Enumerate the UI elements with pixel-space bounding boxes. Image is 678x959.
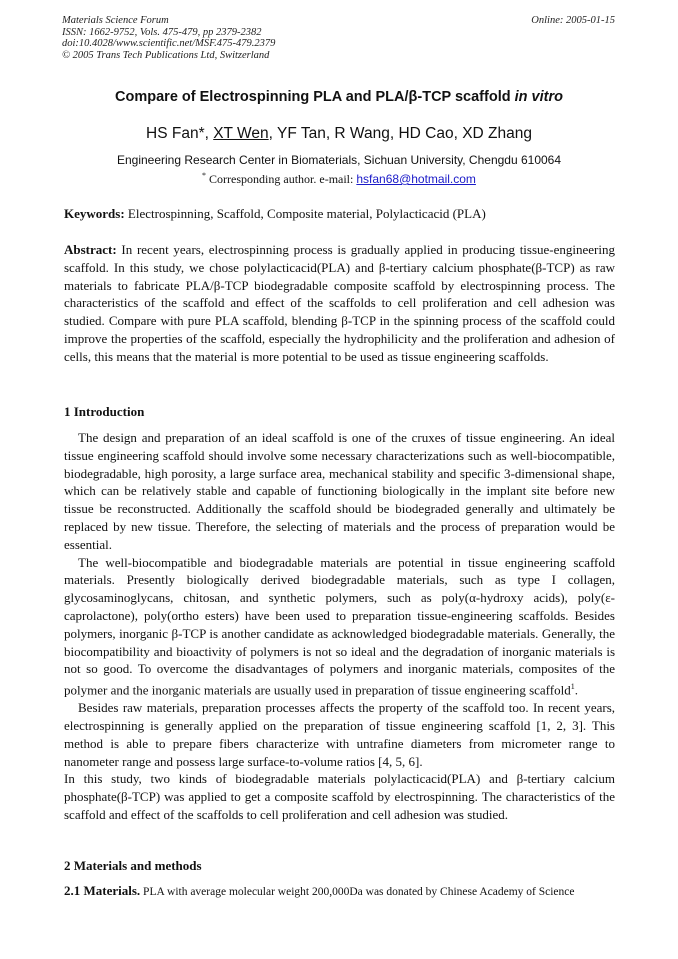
journal-name: Materials Science Forum — [62, 15, 169, 26]
abstract-label: Abstract: — [64, 242, 117, 257]
materials-subsection — [64, 882, 615, 902]
copyright-line: © 2005 Trans Tech Publications Ltd, Switzerland — [62, 49, 270, 61]
section-heading-introduction: 1 Introduction — [64, 404, 145, 419]
publication-info — [62, 15, 275, 61]
author-2-underlined: XT Wen — [213, 125, 269, 142]
intro-paragraph-2-end: . — [574, 682, 578, 698]
title-italic: in vitro — [514, 89, 563, 105]
abstract-text: In recent years, electrospinning process is gradually applied in producing tissue-engineering scaffold. In this study, we chose polylacticacid(PLA) and β-tertiary calcium phosphate(β-TCP) as raw materials to fabricate PLA/β-TCP biodegradable composite scaffold by electrospinning process. The characteristics of the scaffold and effect of the scaffolds to cell proliferation and cell adhesion was studied. Compare with pure PLA scaffold, blending β-TCP in the spinning process of the scaffold could improve the properties of the scaffold, especially the hydrophilicity and the proliferation and adhesion of cells, this means that the material is more potential to be used as tissue engineering scaffolds. — [64, 242, 615, 364]
title-main: Compare of Electrospinning PLA and PLA/β-TCP scaffold — [115, 89, 515, 105]
email-link[interactable]: hsfan68@hotmail.com — [356, 172, 476, 186]
intro-paragraph-2 — [64, 554, 615, 700]
doi-line: doi:10.4028/www.scientific.net/MSF.475-479.2379 — [62, 38, 276, 49]
intro-paragraph-4: In this study, two kinds of biodegradable materials polylacticacid(PLA) and β-tertiary calcium phosphate(β-TCP) was applied to get a composite scaffold by electrospinning. The characteristics of the scaffold and effect of the scaffolds to cell proliferation and cell adhesion was studied. — [64, 771, 615, 823]
materials-sub-label: 2.1 Materials. — [64, 883, 141, 898]
author-rest: , YF Tan, R Wang, HD Cao, XD Zhang — [268, 125, 532, 142]
keywords-text: Electrospinning, Scaffold, Composite material, Polylacticacid (PLA) — [124, 206, 486, 221]
introduction-body — [64, 429, 615, 824]
affiliation: Engineering Research Center in Biomaterials, Sichuan University, Chengdu 610064 — [116, 153, 562, 167]
author-1: HS Fan*, — [146, 125, 214, 142]
keywords-label: Keywords: — [64, 206, 125, 221]
abstract-block — [64, 241, 615, 366]
corresponding-text: Corresponding author. e-mail: — [206, 172, 357, 186]
paper-title — [0, 89, 678, 105]
section-heading-materials-methods: 2 Materials and methods — [64, 858, 202, 873]
intro-paragraph-2-text: The well-biocompatible and biodegradable materials are potential in tissue engineering scaffold materials. Presently biologically derived biodegradable materials, such as type I collagen, glycosaminoglycans, chitosan, and synthetic polymers, such as poly(α-hydroxy acids), poly(ε-caprolactone), poly(ortho esters) have been used to preparation tissue-engineering scaffolds. Besides polymers, inorganic β-TCP is another candidate as acknowledged biodegradable materials. Generally, the biocompatibility and bioactivity of polymers is not so ideal and the degradation of inorganic materials is not so good. To overcome the disadvantages of polymers and inorganic materials, composites of the polymer and the inorganic materials are usually used in preparation of tissue engineering scaffold — [64, 554, 615, 698]
intro-paragraph-3: Besides raw materials, preparation processes affects the property of the scaffold too. In recent years, electrospinning is generally applied on the preparation of tissue engineering scaffold [1, 2, 3]. This method is able to prepare fibers characterize with untrafine diameters from micrometer range to nanometer range and possess large surface-to-volume ratios [4, 5, 6]. — [64, 700, 615, 769]
keywords-block — [64, 205, 615, 223]
intro-paragraph-1: The design and preparation of an ideal scaffold is one of the cruxes of tissue engineering. An ideal tissue engineering scaffold should involve some necessary characterizations such as well-biocompatible, biodegradable, high porosity, a large surface area, mechanical stability and specific 3-dimensional shape, which can be relatively stable and capable of functioning biologically in the implant site before new tissue be reconstructed. Additionally the scaffold should be biodegraded generally and ultimately be replaced by new tissue. Therefore, the selecting of materials and the process of preparation would be essential. — [64, 430, 615, 552]
issn-line: ISSN: 1662-9752, Vols. 475-479, pp 2379-2382 — [62, 26, 262, 38]
online-date: Online: 2005-01-15 — [531, 15, 615, 26]
materials-sub-text: PLA with average molecular weight 200,000Da was donated by Chinese Academy of Science — [140, 886, 575, 898]
author-list — [0, 125, 678, 143]
citation-superscript: 1 — [570, 682, 575, 692]
corresponding-mark: * — [202, 171, 207, 180]
corresponding-author — [0, 171, 678, 187]
